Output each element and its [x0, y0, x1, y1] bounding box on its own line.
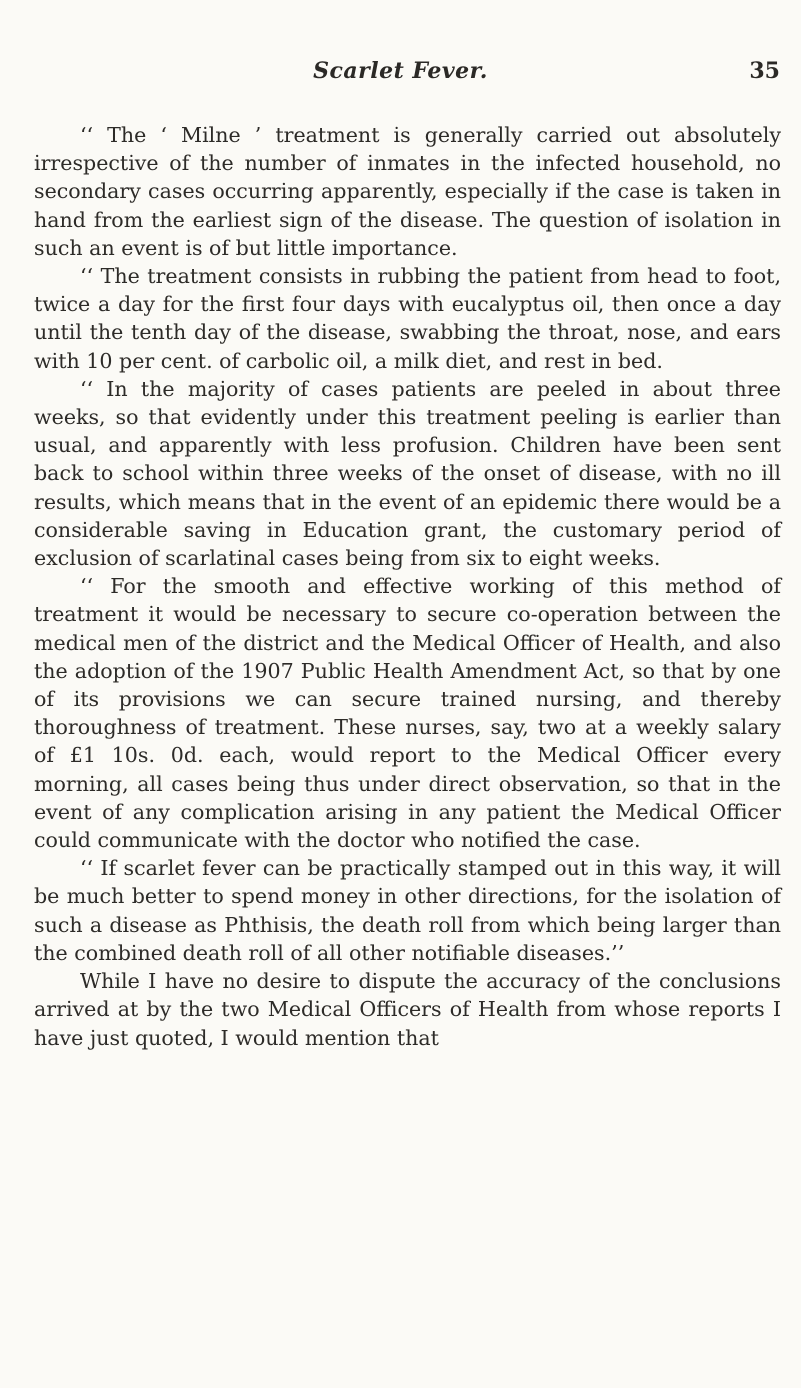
paragraph: ‘‘ The ‘ Milne ’ treatment is generally carried out absolutely irrespective of the number of inmates in the infected household, no secondary cases occurring apparently, especially if the case is taken in hand from the earliest sign of the disease. The question of isolation in such an event is of but little importance. — [34, 123, 781, 260]
body-text — [34, 121, 781, 1052]
paragraph: ‘‘ For the smooth and effective working of this method of treatment it would be necessary to secure co-operation between the medical men of the district and the Medical Officer of Health, and also the adoption of the 1907 Public Health Amendment Act, so that by one of its provisions we can secure trained nursing, and thereby thoroughness of treatment. These nurses, say, two at a weekly salary of £1 10s. 0d. each, would report to the Medical Officer every morning, all cases being thus under direct observation, so that in the event of any complication arising in any patient the Medical Officer could communicate with the doctor who notified the case. — [34, 574, 781, 853]
paragraph: ‘‘ In the majority of cases patients are peeled in about three weeks, so that evidently under this treatment peeling is earlier than usual, and apparently with less profusion. Children have been sent back to school within three weeks of the onset of disease, with no ill results, which means that in the event of an epidemic there would be a considerable saving in Education grant, the customary period of exclusion of scarlatinal cases being from six to eight weeks. — [34, 376, 781, 571]
paragraph: While I have no desire to dispute the accuracy of the conclusions arrived at by the two Medical Officers of Health from whose reports I have just quoted, I would mention that — [34, 969, 781, 1050]
paragraph: ‘‘ The treatment consists in rubbing the patient from head to foot, twice a day for the first four days with eucalyptus oil, then once a day until the tenth day of the disease, swabbing the throat, nose, and ears with 10 per cent. of carbolic oil, a milk diet, and rest in bed. — [34, 264, 781, 373]
page-number: 35 — [749, 58, 780, 84]
paragraph: ‘‘ If scarlet fever can be practically stamped out in this way, it will be much better to spend money in other directions, for the isolation of such a disease as Phthisis, the death roll from which being larger than the combined death roll of all other notifiable diseases.’’ — [34, 856, 781, 965]
running-title: Scarlet Fever. — [313, 58, 488, 84]
running-head — [0, 58, 801, 98]
